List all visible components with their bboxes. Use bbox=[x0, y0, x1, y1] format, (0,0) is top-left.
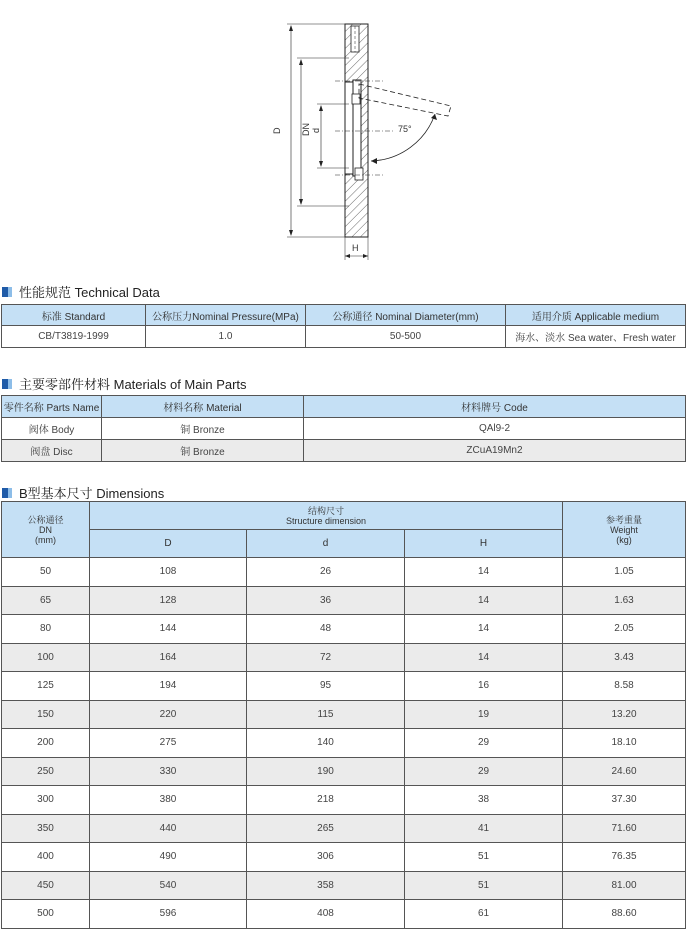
table-row bbox=[2, 700, 686, 729]
header-diameter: 公称通径 Nominal Diameter(mm) bbox=[306, 305, 506, 326]
cell-H: 14 bbox=[405, 643, 563, 672]
cell-dn: 125 bbox=[2, 672, 90, 701]
cell-part: 阀体 Body bbox=[2, 418, 102, 440]
cell-weight: 88.60 bbox=[563, 900, 686, 929]
technical-data-heading bbox=[2, 282, 160, 301]
cell-weight: 37.30 bbox=[563, 786, 686, 815]
cell-weight: 8.58 bbox=[563, 672, 686, 701]
cell-weight: 3.43 bbox=[563, 643, 686, 672]
cell-D: 220 bbox=[90, 700, 247, 729]
table-row bbox=[2, 672, 686, 701]
cell-d: 26 bbox=[247, 558, 405, 587]
header-code: 材料牌号 Code bbox=[304, 396, 686, 418]
header-material: 材料名称 Material bbox=[102, 396, 304, 418]
cell-pressure: 1.0 bbox=[146, 326, 306, 348]
cell-dn: 80 bbox=[2, 615, 90, 644]
cell-d: 36 bbox=[247, 586, 405, 615]
cell-H: 61 bbox=[405, 900, 563, 929]
cell-H: 16 bbox=[405, 672, 563, 701]
cell-H: 29 bbox=[405, 729, 563, 758]
materials-heading bbox=[2, 374, 247, 393]
cell-D: 490 bbox=[90, 843, 247, 872]
table-row bbox=[2, 871, 686, 900]
header-parts-name: 零件名称 Parts Name bbox=[2, 396, 102, 418]
header-D: D bbox=[90, 530, 247, 558]
header-weight: 参考重量 Weight (kg) bbox=[563, 502, 686, 558]
cell-H: 51 bbox=[405, 843, 563, 872]
cell-H: 14 bbox=[405, 615, 563, 644]
section-marker-icon bbox=[2, 287, 12, 297]
header-H: H bbox=[405, 530, 563, 558]
cell-dn: 400 bbox=[2, 843, 90, 872]
cell-material: 铜 Bronze bbox=[102, 440, 304, 462]
table-row bbox=[2, 843, 686, 872]
cell-D: 144 bbox=[90, 615, 247, 644]
cell-medium: 海水、淡水 Sea water、Fresh water bbox=[506, 326, 686, 348]
cell-code: QAl9-2 bbox=[304, 418, 686, 440]
cell-D: 194 bbox=[90, 672, 247, 701]
header-d: d bbox=[247, 530, 405, 558]
cell-D: 596 bbox=[90, 900, 247, 929]
table-row bbox=[2, 786, 686, 815]
cell-d: 265 bbox=[247, 814, 405, 843]
cell-weight: 1.63 bbox=[563, 586, 686, 615]
cell-d: 358 bbox=[247, 871, 405, 900]
open-disc bbox=[359, 84, 451, 116]
cell-d: 72 bbox=[247, 643, 405, 672]
cell-weight: 1.05 bbox=[563, 558, 686, 587]
cell-H: 51 bbox=[405, 871, 563, 900]
header-standard: 标准 Standard bbox=[2, 305, 146, 326]
cell-diameter: 50-500 bbox=[306, 326, 506, 348]
cell-dn: 200 bbox=[2, 729, 90, 758]
cell-D: 164 bbox=[90, 643, 247, 672]
valve-drawing bbox=[265, 18, 465, 263]
dimensions-title: B型基本尺寸 Dimensions bbox=[19, 486, 165, 501]
cell-standard: CB/T3819-1999 bbox=[2, 326, 146, 348]
cell-H: 41 bbox=[405, 814, 563, 843]
angle-label: 75° bbox=[398, 124, 412, 134]
cell-weight: 71.60 bbox=[563, 814, 686, 843]
dim-d-label: d bbox=[311, 127, 321, 133]
cell-D: 380 bbox=[90, 786, 247, 815]
cell-d: 190 bbox=[247, 757, 405, 786]
table-row bbox=[2, 615, 686, 644]
cell-weight: 24.60 bbox=[563, 757, 686, 786]
cell-dn: 65 bbox=[2, 586, 90, 615]
table-row bbox=[2, 643, 686, 672]
technical-data-title: 性能规范 Technical Data bbox=[19, 285, 160, 300]
cell-dn: 50 bbox=[2, 558, 90, 587]
cell-dn: 100 bbox=[2, 643, 90, 672]
dimensions-heading bbox=[2, 483, 164, 502]
cell-D: 330 bbox=[90, 757, 247, 786]
cell-H: 29 bbox=[405, 757, 563, 786]
cell-material: 铜 Bronze bbox=[102, 418, 304, 440]
cell-weight: 81.00 bbox=[563, 871, 686, 900]
cell-D: 128 bbox=[90, 586, 247, 615]
cell-H: 14 bbox=[405, 558, 563, 587]
cell-dn: 150 bbox=[2, 700, 90, 729]
cell-d: 218 bbox=[247, 786, 405, 815]
cell-weight: 13.20 bbox=[563, 700, 686, 729]
table-row bbox=[2, 558, 686, 587]
cell-code: ZCuA19Mn2 bbox=[304, 440, 686, 462]
cell-H: 38 bbox=[405, 786, 563, 815]
cell-dn: 450 bbox=[2, 871, 90, 900]
cell-dn: 350 bbox=[2, 814, 90, 843]
table-row bbox=[2, 586, 686, 615]
table-row bbox=[2, 814, 686, 843]
section-marker-icon bbox=[2, 488, 12, 498]
table-row bbox=[2, 729, 686, 758]
cell-D: 275 bbox=[90, 729, 247, 758]
header-pressure: 公称压力Nominal Pressure(MPa) bbox=[146, 305, 306, 326]
materials-table bbox=[1, 395, 686, 462]
cell-d: 408 bbox=[247, 900, 405, 929]
header-dn: 公称通径 DN (mm) bbox=[2, 502, 90, 558]
angle-arc bbox=[371, 114, 435, 161]
cell-dn: 250 bbox=[2, 757, 90, 786]
cell-d: 140 bbox=[247, 729, 405, 758]
section-marker-icon bbox=[2, 379, 12, 389]
cell-D: 108 bbox=[90, 558, 247, 587]
cell-weight: 18.10 bbox=[563, 729, 686, 758]
cell-weight: 2.05 bbox=[563, 615, 686, 644]
cell-D: 440 bbox=[90, 814, 247, 843]
dimensions-table bbox=[1, 501, 686, 929]
cell-d: 306 bbox=[247, 843, 405, 872]
dim-DN-label: DN bbox=[301, 123, 311, 136]
cell-d: 95 bbox=[247, 672, 405, 701]
materials-title: 主要零部件材料 Materials of Main Parts bbox=[19, 377, 247, 392]
dim-D-label: D bbox=[272, 127, 282, 134]
dimensions-body bbox=[2, 558, 686, 929]
cell-dn: 500 bbox=[2, 900, 90, 929]
dim-H-label: H bbox=[352, 243, 359, 253]
cell-D: 540 bbox=[90, 871, 247, 900]
cell-d: 48 bbox=[247, 615, 405, 644]
cell-part: 阀盘 Disc bbox=[2, 440, 102, 462]
table-row bbox=[2, 900, 686, 929]
hinge-pin bbox=[352, 94, 360, 104]
table-row bbox=[2, 757, 686, 786]
cell-H: 19 bbox=[405, 700, 563, 729]
cell-d: 115 bbox=[247, 700, 405, 729]
header-medium: 适用介质 Applicable medium bbox=[506, 305, 686, 326]
cell-weight: 76.35 bbox=[563, 843, 686, 872]
header-structure: 结构尺寸 Structure dimension bbox=[90, 502, 563, 530]
cell-H: 14 bbox=[405, 586, 563, 615]
technical-data-table bbox=[1, 304, 686, 348]
cell-dn: 300 bbox=[2, 786, 90, 815]
